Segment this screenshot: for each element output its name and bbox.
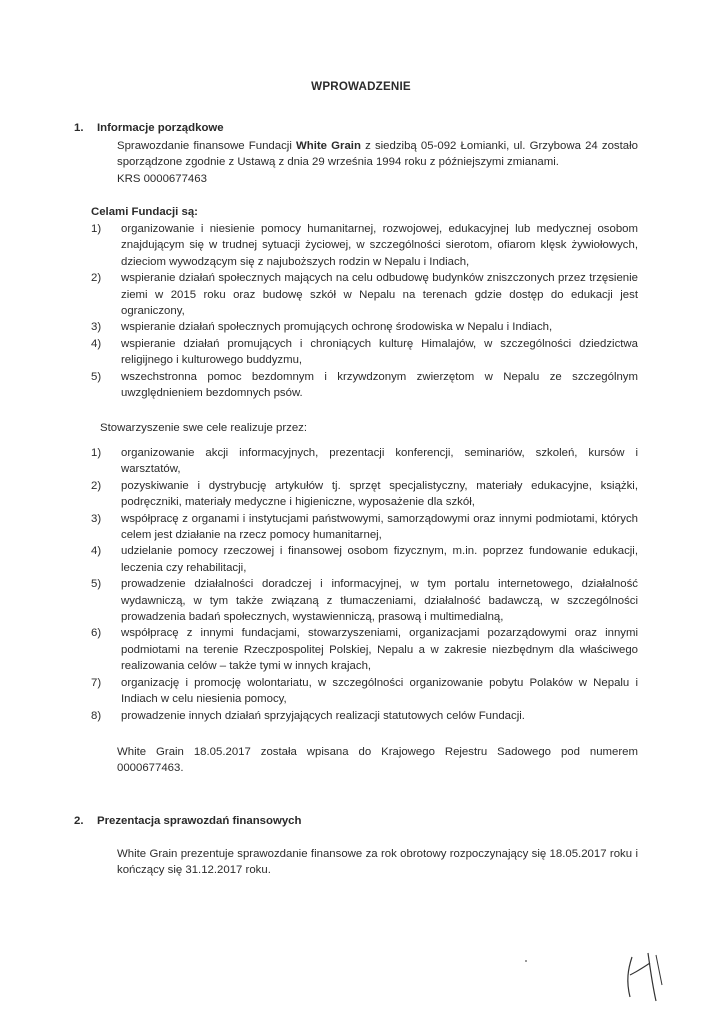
list-item-text: wszechstronna pomoc bezdomnym i krzywdzonym zwierzętom w Nepalu ze szczególnym uwzględnieniem bezdomnych psów. <box>121 370 638 400</box>
goal-list-item <box>91 319 638 335</box>
goals-heading: Celami Fundacji są: <box>91 206 198 218</box>
list-item-text: organizowanie i niesienie pomocy humanitarnej, rozwojowej, edukacyjnej lub medycznej osobom znajdującym się w trudnej sytuacji życiowej, w szczególności sierotom, ofiarom klęsk żywiołowych, dzieciom wywodzącym się z najuboższych rodzin w Nepalu i Indiach, <box>121 223 638 268</box>
signature-icon <box>618 945 678 1005</box>
list-item-number: 4) <box>91 545 102 558</box>
list-item-text: udzielanie pomocy rzeczowej i finansowej osobom fizycznym, m.in. poprzez fundowanie edukacji, leczenia czy rehabilitacji, <box>121 545 638 574</box>
list-item-number: 2) <box>91 272 102 285</box>
paragraph-text-start: Sprawozdanie finansowe Fundacji <box>117 140 297 152</box>
list-item-number: 5) <box>91 578 102 591</box>
list-item-text: współpracę z organami i instytucjami państwowymi, samorządowymi oraz innymi podmiotami, których celem jest działanie na rzecz pomocy humanitarnej, <box>121 512 638 542</box>
list-item-number: 8) <box>91 709 102 722</box>
paragraph-text-end: z siedzibą 05-092 Łomianki, ul. Grzybowa 24 zostało sporządzone zgodnie z Ustawą z dnia 29 września 1994 roku z późniejszymi zmianami. <box>117 140 638 169</box>
goal-list-item <box>91 221 638 270</box>
means-list-item <box>91 708 638 724</box>
means-list-item <box>91 445 638 478</box>
goal-list-item <box>91 369 638 402</box>
foundation-name: White Grain <box>296 140 361 152</box>
section-2-heading <box>74 813 301 829</box>
means-list-item <box>91 675 638 708</box>
means-list-item <box>91 511 638 544</box>
list-item-text: prowadzenie innych działań sprzyjających realizacji statutowych celów Fundacji. <box>121 709 525 722</box>
section-1-heading <box>74 120 224 136</box>
goal-list-item <box>91 336 638 369</box>
list-item-number: 1) <box>91 223 102 235</box>
list-item-number: 6) <box>91 627 102 640</box>
list-item-text: wspieranie działań społecznych promujących ochronę środowiska w Nepalu i Indiach, <box>121 321 553 334</box>
list-item-number: 3) <box>91 321 102 334</box>
section-1-paragraph <box>117 138 638 171</box>
means-list-item <box>91 543 638 576</box>
goal-list-item <box>91 270 638 319</box>
list-item-text: organizowanie akcji informacyjnych, prezentacji konferencji, seminariów, szkoleń, kursów i warsztatów, <box>121 447 638 476</box>
means-list <box>91 445 638 724</box>
goals-list <box>91 221 638 401</box>
means-intro: Stowarzyszenie swe cele realizuje przez: <box>100 422 308 434</box>
list-item-number: 2) <box>91 479 102 492</box>
list-item-text: współpracę z innymi fundacjami, stowarzyszeniami, organizacjami pozarządowymi oraz innymi podmiotami na terenie Rzeczpospolitej Polskiej, Nepalu a w zakresie niezbędnym dla właściwego realizowania celów – także tymi w innych krajach, <box>121 627 638 673</box>
list-item-number: 7) <box>91 676 102 689</box>
list-item-text: wspieranie działań społecznych mających na celu odbudowę budynków zniszczonych przez trzęsienie ziemi w 2015 roku oraz budowę szkół w Nepalu na terenach gdzie dostęp do edukacji jest ograniczony, <box>121 272 638 318</box>
list-item-text: wspieranie działań promujących i chroniących kulturę Himalajów, w szczególności dziedzictwa religijnego i kulturowego buddyzmu, <box>121 337 638 367</box>
means-list-item <box>91 478 638 511</box>
scan-speck <box>525 960 527 962</box>
section-1-number: 1. <box>74 122 84 134</box>
section-2-number: 2. <box>74 815 84 827</box>
list-item-number: 5) <box>91 370 102 383</box>
list-item-number: 4) <box>91 337 102 350</box>
section-1-title: Informacje porządkowe <box>97 122 224 134</box>
section-2-title: Prezentacja sprawozdań finansowych <box>97 815 302 827</box>
list-item-number: 1) <box>91 447 102 459</box>
registration-note: White Grain 18.05.2017 została wpisana do Krajowego Rejestru Sadowego pod numerem 0000677463. <box>117 746 638 775</box>
section-2-paragraph: White Grain prezentuje sprawozdanie finansowe za rok obrotowy rozpoczynający się 18.05.2017 roku i kończący się 31.12.2017 roku. <box>117 848 638 877</box>
means-list-item <box>91 576 638 625</box>
list-item-text: pozyskiwanie i dystrybucję artykułów tj. sprzęt specjalistyczny, materiały edukacyjne, książki, podręczniki, materiały medyczne i higieniczne, wyposażenie dla szkół, <box>121 479 638 509</box>
means-list-item <box>91 625 638 674</box>
krs-number: KRS 0000677463 <box>117 173 207 185</box>
list-item-number: 3) <box>91 512 102 525</box>
page-title: WPROWADZENIE <box>311 80 411 93</box>
list-item-text: prowadzenie działalności doradczej i informacyjnej, w tym portalu internetowego, działalność wydawniczą, w tym także związaną z tłumaczeniami, działalność badawczą, w szczególności prowadzenia badań społecznych, wystawienniczą, prasową i multimedialną, <box>121 578 638 624</box>
list-item-text: organizację i promocję wolontariatu, w szczególności organizowanie pobytu Polaków w Nepalu i Indiach w celu niesienia pomocy, <box>121 676 638 706</box>
